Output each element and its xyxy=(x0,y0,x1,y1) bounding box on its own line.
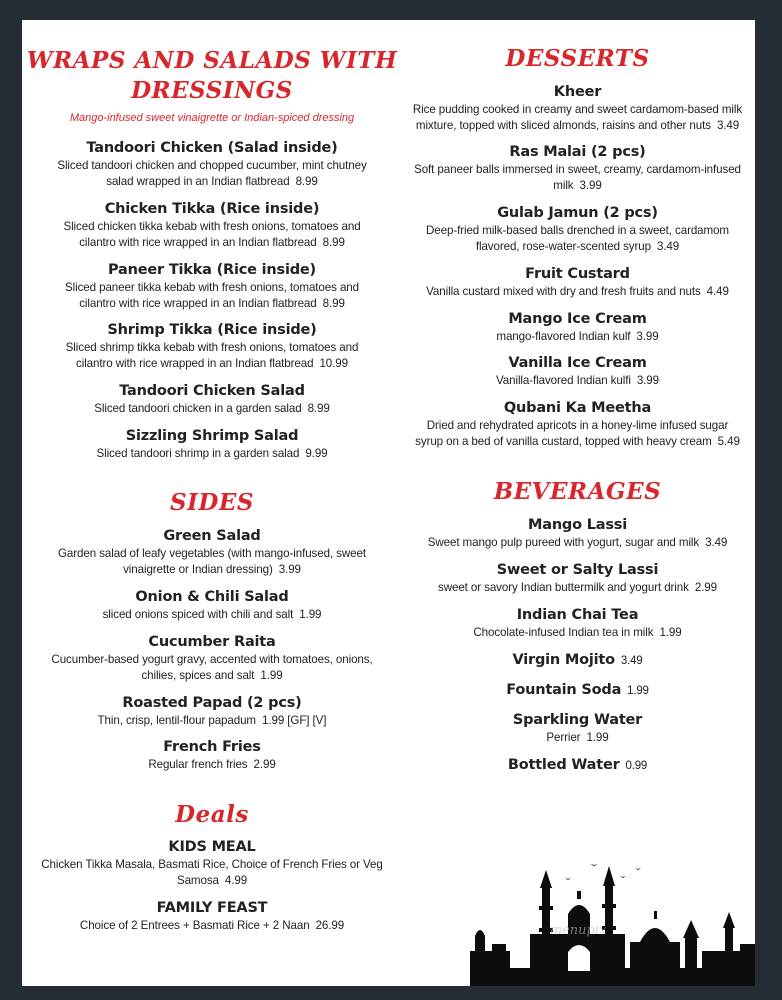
item-price: 1.99 xyxy=(627,685,649,697)
item-desc: Sliced paneer tikka kebab with fresh onions, tomatoes and xyxy=(65,281,359,294)
item-price: 3.99 xyxy=(278,563,301,576)
menu-item xyxy=(22,260,402,312)
item-desc: Samosa xyxy=(176,874,219,887)
item-desc: Garden salad of leafy vegetables (with mango-infused, sweet xyxy=(58,547,366,560)
item-name: Tandoori Chicken (Salad inside) xyxy=(86,140,338,156)
desserts-title: DESSERTS xyxy=(505,45,650,72)
item-desc: Sweet mango pulp pureed with yogurt, sugar and milk xyxy=(427,536,700,549)
item-name: Chicken Tikka (Rice inside) xyxy=(104,201,320,217)
item-name: Roasted Papad (2 pcs) xyxy=(122,695,302,711)
item-name: Gulab Jamun (2 pcs) xyxy=(497,205,658,221)
menu-item xyxy=(400,680,755,701)
item-price: 1.99 xyxy=(586,731,609,744)
item-price: 2.99 xyxy=(253,758,276,771)
item-price: 3.99 xyxy=(579,179,602,192)
item-price: 1.99 xyxy=(299,608,322,621)
menu-item xyxy=(22,737,402,773)
item-desc: Cucumber-based yogurt gravy, accented with tomatoes, onions, xyxy=(51,653,373,666)
item-desc: Choice of 2 Entrees + Basmati Rice + 2 Naan xyxy=(79,919,310,932)
item-desc: Rice pudding cooked in creamy and sweet cardamom-based milk xyxy=(412,103,743,116)
deals-title: Deals xyxy=(175,801,249,828)
menu-item xyxy=(22,426,402,462)
wraps-title-line2: DRESSINGS xyxy=(131,77,293,104)
item-name: Sweet or Salty Lassi xyxy=(496,562,659,578)
item-name: Mango Ice Cream xyxy=(508,311,647,327)
item-name: Tandoori Chicken Salad xyxy=(119,383,305,399)
menu-item xyxy=(400,203,755,255)
item-price: 4.49 xyxy=(706,285,729,298)
item-name: Indian Chai Tea xyxy=(516,607,639,623)
item-desc: sweet or savory Indian buttermilk and yogurt drink xyxy=(438,581,689,594)
item-desc: Sliced shrimp tikka kebab with fresh onions, tomatoes and xyxy=(65,341,359,354)
menu-item xyxy=(22,587,402,623)
item-price: 1.99 xyxy=(659,626,682,639)
item-desc: Sliced tandoori chicken and chopped cucumber, mint chutney xyxy=(57,159,367,172)
menu-item xyxy=(22,693,402,729)
item-name: Sparkling Water xyxy=(512,712,643,728)
item-name: Onion & Chili Salad xyxy=(135,589,289,605)
item-desc: Perrier xyxy=(546,731,581,744)
menu-item xyxy=(400,560,755,596)
item-name: Shrimp Tikka (Rice inside) xyxy=(107,322,317,338)
item-name: Green Salad xyxy=(163,528,261,544)
menu-item xyxy=(400,650,755,671)
item-desc: mixture, topped with sliced almonds, raisins and other nuts xyxy=(415,119,711,132)
item-price: 8.99 xyxy=(307,402,330,415)
item-desc: Chocolate-infused Indian tea in milk xyxy=(473,626,654,639)
wraps-title-line1: WRAPS AND SALADS WITH xyxy=(26,47,398,74)
city-skyline-illustration xyxy=(470,856,755,986)
item-desc: flavored, rose-water-scented syrup xyxy=(475,240,651,253)
item-name: FAMILY FEAST xyxy=(156,900,268,916)
item-name: Vanilla Ice Cream xyxy=(508,355,647,371)
item-name: Sizzling Shrimp Salad xyxy=(125,428,299,444)
item-price: 3.99 xyxy=(636,374,659,387)
menu-item xyxy=(22,837,402,889)
item-price: 10.99 xyxy=(319,357,348,370)
item-desc: salad wrapped in an Indian flatbread xyxy=(106,175,290,188)
item-price: 8.99 xyxy=(295,175,318,188)
item-price: 1.99 [GF] [V] xyxy=(262,714,327,727)
item-price: 1.99 xyxy=(260,669,283,682)
item-desc: cilantro with rice wrapped in an Indian flatbread xyxy=(79,297,317,310)
item-desc: cilantro with rice wrapped in an Indian flatbread xyxy=(76,357,314,370)
item-price: 4.99 xyxy=(224,874,248,887)
item-name: Kheer xyxy=(553,84,602,100)
watermark-text: menupix xyxy=(549,923,607,938)
item-price: 8.99 xyxy=(322,297,345,310)
item-desc: sliced onions spiced with chili and salt xyxy=(102,608,294,621)
menu-item xyxy=(22,138,402,190)
menu-item xyxy=(22,526,402,578)
menu-item xyxy=(22,199,402,251)
item-desc: Vanilla-flavored Indian kulfi xyxy=(496,374,631,387)
wraps-subtitle: Mango-infused sweet vinaigrette or Indian-spiced dressing xyxy=(69,112,355,124)
item-name: Ras Malai (2 pcs) xyxy=(509,144,646,160)
item-name: KIDS MEAL xyxy=(168,839,256,855)
item-desc: cilantro with rice wrapped in an Indian flatbread xyxy=(79,236,317,249)
item-desc: Vanilla custard mixed with dry and fresh fruits and nuts xyxy=(426,285,701,298)
item-desc: Sliced tandoori chicken in a garden salad xyxy=(94,402,302,415)
beverages-title: BEVERAGES xyxy=(493,478,662,505)
item-price: 3.49 xyxy=(716,119,740,132)
item-desc: Dried and rehydrated apricots in a honey-lime infused sugar xyxy=(426,419,729,432)
item-price: 8.99 xyxy=(322,236,345,249)
menu-item xyxy=(400,82,755,134)
menu-item xyxy=(22,320,402,372)
item-desc: Sliced chicken tikka kebab with fresh onions, tomatoes and xyxy=(63,220,361,233)
item-desc: syrup on a bed of vanilla custard, topped with heavy cream xyxy=(415,435,712,448)
item-name: Mango Lassi xyxy=(528,517,627,533)
item-desc: Soft paneer balls immersed in sweet, creamy, cardamom-infused xyxy=(414,163,741,176)
item-name: Fountain Soda xyxy=(506,682,622,698)
menu-item xyxy=(400,309,755,345)
sides-title: SIDES xyxy=(170,489,254,516)
item-price: 2.99 xyxy=(694,581,717,594)
item-price: 3.49 xyxy=(620,655,643,667)
item-desc: Sliced tandoori shrimp in a garden salad xyxy=(96,447,300,460)
menu-item xyxy=(400,755,755,776)
item-desc: Thin, crisp, lentil-flour papadum xyxy=(97,714,256,727)
item-name: Fruit Custard xyxy=(525,266,630,282)
item-price: 5.49 xyxy=(717,435,740,448)
item-desc: Regular french fries xyxy=(148,758,248,771)
item-desc: mango-flavored Indian kulf xyxy=(496,330,631,343)
item-name: Qubani Ka Meetha xyxy=(503,400,652,416)
item-name: Bottled Water xyxy=(507,757,620,773)
item-name: Paneer Tikka (Rice inside) xyxy=(108,262,316,278)
item-name: Virgin Mojito xyxy=(512,652,615,668)
item-name: Cucumber Raita xyxy=(148,634,276,650)
menu-item xyxy=(22,381,402,417)
menu-item xyxy=(22,632,402,684)
menu-page xyxy=(22,20,755,986)
item-price: 3.99 xyxy=(636,330,659,343)
menu-item xyxy=(400,710,755,746)
menu-item xyxy=(400,515,755,551)
item-price: 0.99 xyxy=(625,760,648,772)
item-desc: Chicken Tikka Masala, Basmati Rice, Choice of French Fries or Veg xyxy=(41,858,383,871)
item-desc: milk xyxy=(553,179,574,192)
item-price: 9.99 xyxy=(305,447,328,460)
item-price: 26.99 xyxy=(315,919,345,932)
menu-item xyxy=(400,605,755,641)
item-price: 3.49 xyxy=(705,536,728,549)
menu-item xyxy=(400,264,755,300)
item-price: 3.49 xyxy=(656,240,680,253)
menu-item xyxy=(400,398,755,450)
menu-item xyxy=(22,898,402,934)
item-desc: chilies, spices and salt xyxy=(141,669,255,682)
menu-item xyxy=(400,353,755,389)
item-desc: Deep-fried milk-based balls drenched in a sweet, cardamom xyxy=(426,224,729,237)
menu-item xyxy=(400,142,755,194)
item-name: French Fries xyxy=(163,739,261,755)
item-desc: vinaigrette or Indian dressing) xyxy=(123,563,273,576)
